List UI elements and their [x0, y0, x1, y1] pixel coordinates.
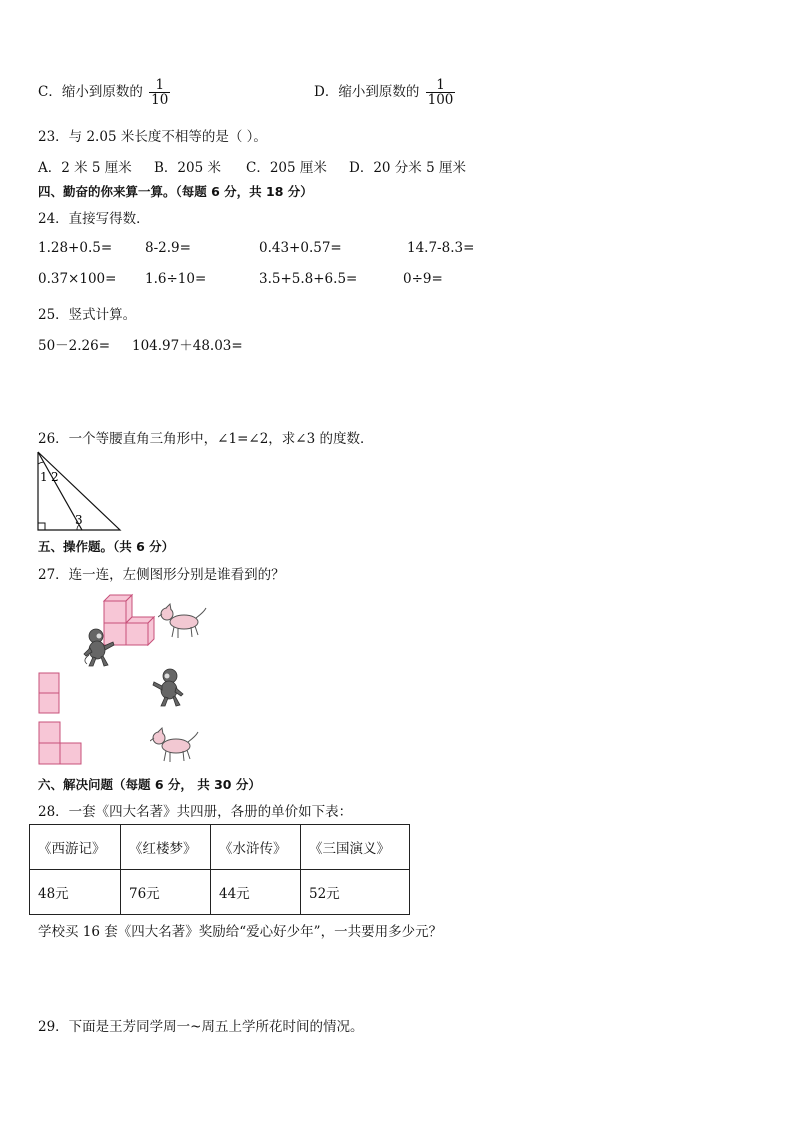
table-cell: 52元: [301, 870, 410, 915]
table-header-cell: 《红楼梦》: [121, 825, 211, 870]
q23-question: 23．与 2.05 米长度不相等的是（ ）。: [38, 129, 267, 145]
fraction-numerator: 1: [426, 78, 456, 93]
q22-option-d-text: D．缩小到原数的: [314, 84, 420, 101]
q24-item: 8-2.9=: [145, 240, 191, 256]
q22-option-d: [314, 78, 455, 107]
q27-question: 27．连一连，左侧图形分别是谁看到的？: [38, 567, 285, 583]
q25-item: 50－2.26=: [38, 338, 111, 354]
angle-label-2: 2: [51, 470, 59, 484]
q24-item: 0.43+0.57=: [259, 240, 342, 256]
q22-option-c: [38, 78, 170, 107]
q28-question: 28．一套《四大名著》共四册，各册的单价如下表：: [38, 804, 353, 820]
dog-figure: [150, 726, 200, 766]
q28-followup: 学校买 16 套《四大名著》奖励给“爱心好少年”，一共要用多少元？: [38, 924, 443, 940]
table-header-cell: 《水浒传》: [211, 825, 301, 870]
q26-triangle-figure: [30, 448, 130, 534]
table-cell: 44元: [211, 870, 301, 915]
monkey-figure: [82, 628, 116, 668]
q24-question: 24．直接写得数．: [38, 211, 150, 227]
q28-price-table: [29, 824, 410, 915]
view-option-2-figure: [38, 720, 84, 766]
section-5-title: 五、操作题。（共 6 分）: [38, 539, 175, 554]
monkey-figure: [152, 668, 186, 708]
q22-option-c-text: C．缩小到原数的: [38, 84, 143, 101]
table-row: [30, 870, 410, 915]
section-6-title: 六、解决问题（每题 6 分， 共 30 分）: [38, 777, 261, 792]
q24-item: 1.28+0.5=: [38, 240, 113, 256]
q26-question: 26．一个等腰直角三角形中，∠1=∠2，求∠3 的度数．: [38, 431, 374, 447]
table-header-cell: 《西游记》: [30, 825, 121, 870]
q22-option-c-fraction: [149, 78, 170, 107]
q24-item: 14.7-8.3=: [407, 240, 475, 256]
table-header-cell: 《三国演义》: [301, 825, 410, 870]
table-cell: 48元: [30, 870, 121, 915]
dog-figure: [158, 602, 208, 642]
table-row: [30, 825, 410, 870]
view-option-1-figure: [38, 672, 62, 716]
fraction-denominator: 10: [151, 92, 169, 109]
fraction-numerator: 1: [149, 78, 170, 93]
fraction-denominator: 100: [427, 92, 454, 109]
q23-option-a: A．2 米 5 厘米: [38, 160, 132, 176]
q22-option-d-fraction: [426, 78, 456, 107]
q24-item: 0.37×100=: [38, 271, 117, 287]
q23-option-c: C．205 厘米: [246, 160, 327, 176]
q25-item: 104.97＋48.03=: [132, 338, 243, 354]
q23-option-b: B．205 米: [154, 160, 221, 176]
q23-option-d: D．20 分米 5 厘米: [349, 160, 466, 176]
table-cell: 76元: [121, 870, 211, 915]
q24-item: 1.6÷10=: [145, 271, 207, 287]
q24-item: 3.5+5.8+6.5=: [259, 271, 358, 287]
angle-label-3: 3: [75, 513, 83, 527]
section-4-title: 四、勤奋的你来算一算。（每题 6 分，共 18 分）: [38, 184, 313, 199]
q25-question: 25．竖式计算。: [38, 307, 137, 323]
q29-question: 29．下面是王芳同学周一~周五上学所花时间的情况。: [38, 1019, 364, 1035]
q24-item: 0÷9=: [403, 271, 443, 287]
angle-label-1: 1: [40, 470, 48, 484]
